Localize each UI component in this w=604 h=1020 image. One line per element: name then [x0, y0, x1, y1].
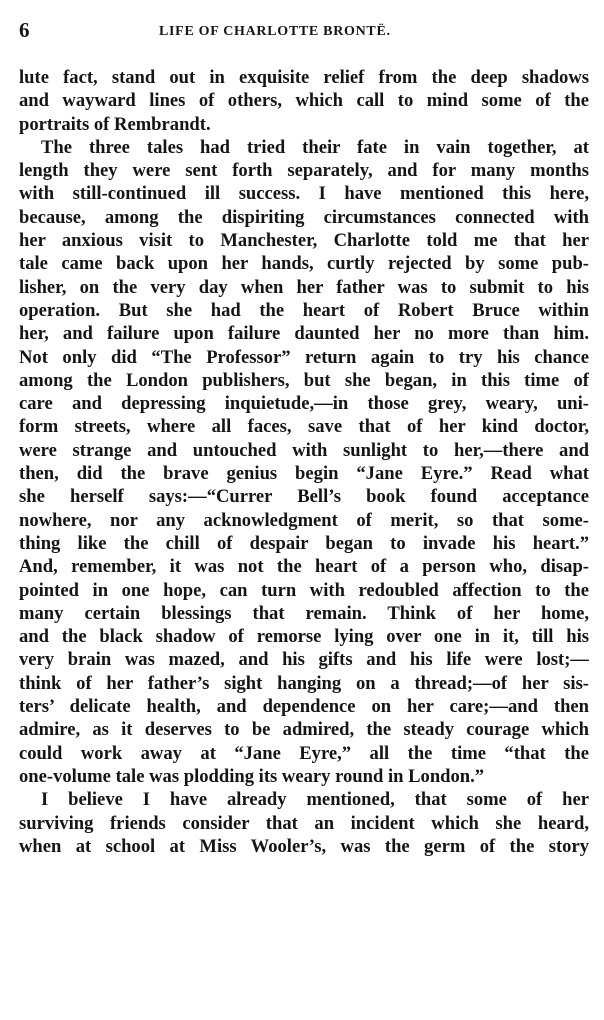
text-line: tale came back upon her hands, curtly rejected by some pub-	[19, 253, 589, 275]
text-line: And, remember, it was not the heart of a person who, disap-	[19, 556, 589, 578]
text-line: her anxious visit to Manchester, Charlotte told me that her	[19, 230, 589, 252]
text-line: were strange and untouched with sunlight to her,—there and	[19, 439, 589, 461]
text-line: thing like the chill of despair began to invade his heart.”	[19, 532, 589, 554]
text-line: then, did the brave genius begin “Jane Eyre.” Read what	[19, 463, 589, 485]
text-line: admire, as it deserves to be admired, the steady courage which	[19, 719, 589, 741]
paragraph-start-line: I believe I have already mentioned, that some of her	[41, 789, 589, 811]
text-line: operation. But she had the heart of Robert Bruce within	[19, 299, 589, 321]
text-line: lisher, on the very day when her father was to submit to his	[19, 276, 589, 298]
text-line: very brain was mazed, and his gifts and his life were lost;—	[19, 649, 589, 671]
text-line: many certain blessings that remain. Think of her home,	[19, 602, 589, 624]
text-line: think of her father’s sight hanging on a thread;—of her sis-	[19, 672, 589, 694]
text-line: lute fact, stand out in exquisite relief from the deep shadows	[19, 67, 589, 88]
text-line: could work away at “Jane Eyre,” all the time “that the	[19, 742, 589, 764]
text-line: one-volume tale was plodding its weary round in London.”	[19, 765, 485, 787]
text-line: when at school at Miss Wooler’s, was the germ of the story	[19, 835, 589, 857]
text-line: surviving friends consider that an incident which she heard,	[19, 812, 589, 834]
text-line: her, and failure upon failure daunted her no more than him.	[19, 323, 589, 345]
text-line: care and depressing inquietude,—in those grey, weary, uni-	[19, 393, 589, 415]
page-header	[19, 18, 591, 46]
text-line: she herself says:—“Currer Bell’s book found acceptance	[19, 486, 589, 508]
page-number: 6	[19, 18, 30, 42]
text-line: because, among the dispiriting circumstances connected with	[19, 206, 589, 228]
body-text	[19, 66, 589, 858]
running-title: LIFE OF CHARLOTTE BRONTË.	[159, 24, 391, 39]
text-line: ters’ delicate health, and dependence on her care;—and then	[19, 696, 589, 718]
text-line: portraits of Rembrandt.	[19, 113, 211, 135]
text-line: Not only did “The Professor” return again to try his chance	[19, 346, 589, 368]
text-line: among the London publishers, but she began, in this time of	[19, 369, 589, 391]
text-line: and the black shadow of remorse lying over one in it, till his	[19, 626, 589, 648]
text-line: pointed in one hope, can turn with redoubled affection to the	[19, 579, 589, 601]
paragraph-start-line: The three tales had tried their fate in vain together, at	[41, 136, 589, 158]
text-line: length they were sent forth separately, and for many months	[19, 160, 589, 182]
text-line: with still-continued ill success. I have mentioned this here,	[19, 183, 589, 205]
text-line: and wayward lines of others, which call to mind some of the	[19, 90, 589, 112]
text-line: nowhere, nor any acknowledgment of merit, so that some-	[19, 509, 589, 531]
text-line: form streets, where all faces, save that of her kind doctor,	[19, 416, 589, 438]
